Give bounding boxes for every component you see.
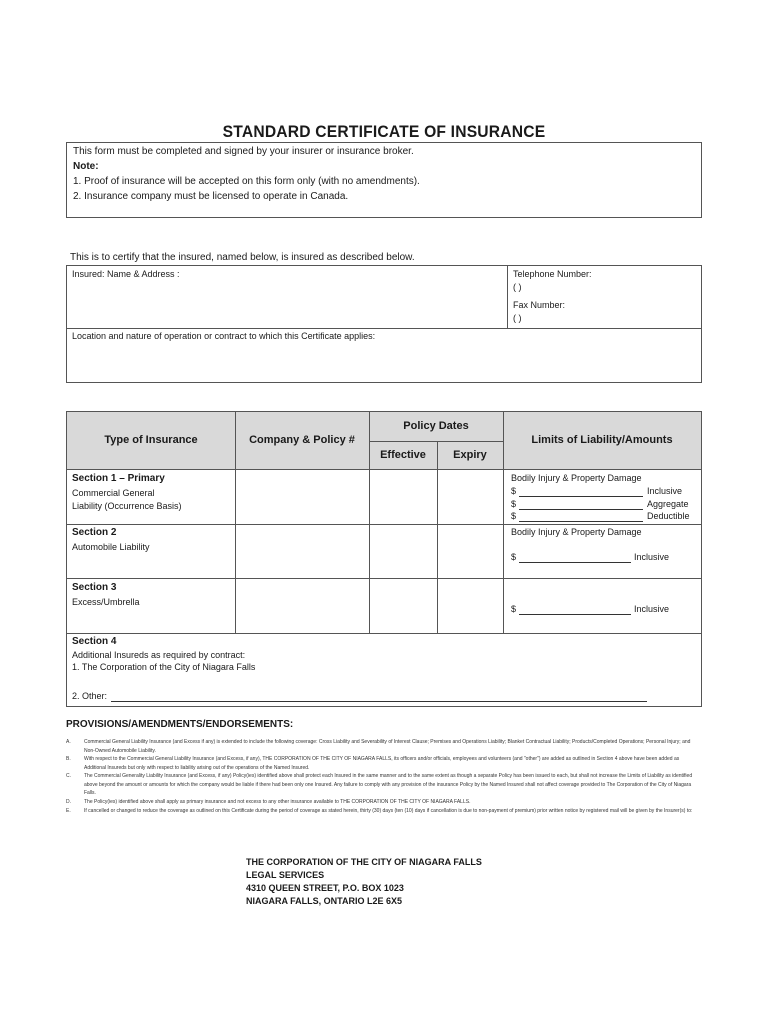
col-line-1	[235, 412, 236, 633]
col-line-2	[369, 412, 370, 633]
dollar: $	[511, 604, 517, 614]
section-2-bi: Bodily Injury & Property Damage	[511, 527, 642, 537]
dollar: $	[511, 486, 517, 496]
provision-letter: C.	[66, 773, 71, 779]
address-block	[246, 856, 482, 908]
section-1-sub-1: Commercial General	[72, 488, 155, 498]
header-limits: Limits of Liability/Amounts	[531, 434, 673, 446]
s1-deductible: Deductible	[647, 511, 690, 521]
row-line-2	[67, 524, 701, 525]
provision-letter: E.	[66, 808, 71, 814]
section-2-title: Section 2	[72, 527, 117, 538]
s1-inclusive: Inclusive	[647, 486, 683, 496]
insured-hline	[67, 328, 701, 329]
s3-inclusive: Inclusive	[634, 604, 670, 614]
section-1-title: Section 1 – Primary	[72, 473, 165, 484]
intro-line: This form must be completed and signed by your insurer or insurance broker.	[73, 146, 414, 157]
provision-text: If cancelled or changed to reduce the coverage as outlined on this Certificate during the period of coverage as stated herein, thirty (30) days (ten (10) days if cancellation is due to non-payment of premium) prior written notice by registered mail will be given by the Insurer(s) to:	[84, 808, 693, 814]
intro-item-1: 1. Proof of insurance will be accepted on this form only (with no amendments).	[73, 176, 420, 187]
address-line-1: THE CORPORATION OF THE CITY OF NIAGARA FALLS	[246, 857, 482, 867]
s2-inclusive-line[interactable]	[519, 562, 631, 563]
section-2-sub: Automobile Liability	[72, 542, 150, 552]
header-expiry: Expiry	[453, 449, 487, 461]
dollar: $	[511, 499, 517, 509]
address-line-2: LEGAL SERVICES	[246, 870, 325, 880]
provisions-list	[66, 738, 702, 824]
telephone-label: Telephone Number:	[513, 269, 592, 279]
insured-divider	[507, 266, 508, 328]
provision-item	[66, 755, 702, 772]
section-4-item-1: 1. The Corporation of the City of Niagara Falls	[72, 662, 256, 672]
section-3-title: Section 3	[72, 582, 117, 593]
provision-letter: D.	[66, 799, 71, 805]
dates-divider	[369, 441, 503, 442]
provision-letter: B.	[66, 756, 71, 762]
insurance-table	[66, 411, 702, 707]
provision-item	[66, 738, 702, 755]
header-effective: Effective	[380, 449, 426, 461]
s1-deductible-line[interactable]	[519, 521, 643, 522]
location-label: Location and nature of operation or contract to which this Certificate applies:	[72, 331, 376, 341]
insured-box	[66, 265, 702, 383]
fax-field[interactable]: ( )	[513, 313, 522, 323]
section-4-item-2: 2. Other:	[72, 691, 108, 701]
insured-name-label: Insured: Name & Address :	[72, 269, 180, 279]
certify-text: This is to certify that the insured, named below, is insured as described below.	[70, 252, 415, 263]
address-line-3: 4310 QUEEN STREET, P.O. BOX 1023	[246, 883, 404, 893]
header-type: Type of Insurance	[104, 434, 198, 446]
provisions-heading: PROVISIONS/AMENDMENTS/ENDORSEMENTS:	[66, 719, 294, 730]
dollar: $	[511, 552, 517, 562]
other-line[interactable]	[111, 701, 647, 702]
fax-label: Fax Number:	[513, 300, 566, 310]
row-line-4	[67, 633, 701, 634]
s1-aggregate-line[interactable]	[519, 509, 643, 510]
section-1-sub-2: Liability (Occurrence Basis)	[72, 501, 182, 511]
header-company: Company & Policy #	[249, 434, 355, 446]
intro-box	[66, 142, 702, 218]
section-1-bi: Bodily Injury & Property Damage	[511, 473, 642, 483]
row-line-1	[67, 469, 701, 470]
intro-note: Note:	[73, 161, 99, 172]
header-dates: Policy Dates	[403, 420, 469, 432]
provision-text: With respect to the Commercial General Liability Insurance (and Excess, if any), THE CORPORATION OF THE CITY OF NIAGARA FALLS, its officers and/or officials, employees and volunteers (and "other") are added as outlined in Section 4 above have been added as Additional Insureds but only with respect to liability arising out of the operations of the Named Insured.	[84, 756, 680, 771]
s3-inclusive-line[interactable]	[519, 614, 631, 615]
provision-text: Commercial General Liability Insurance (and Excess if any) is extended to include the following coverage: Cross Liability and Severability of Interest Clause; Premises and Operations Liability; Blanket Contractual Liability; Products/Completed Operations; Personal Injury; and Non-Owned Automobile Liability.	[84, 739, 691, 754]
s1-inclusive-line[interactable]	[519, 496, 643, 497]
section-4-sub: Additional Insureds as required by contract:	[72, 650, 246, 660]
provision-text: The Policy(ies) identified above shall apply as primary insurance and not excess to any other insurance available to THE CORPORATION OF THE CITY OF NIAGARA FALLS.	[84, 799, 471, 805]
row-line-3	[67, 578, 701, 579]
section-3-sub: Excess/Umbrella	[72, 597, 140, 607]
address-line-4: NIAGARA FALLS, ONTARIO L2E 6X5	[246, 896, 403, 906]
section-4-title: Section 4	[72, 636, 117, 647]
s2-inclusive: Inclusive	[634, 552, 670, 562]
s1-aggregate: Aggregate	[647, 499, 689, 509]
provision-item	[66, 798, 702, 807]
page-title: STANDARD CERTIFICATE OF INSURANCE	[222, 122, 546, 141]
provision-item	[66, 807, 702, 824]
dollar: $	[511, 511, 517, 521]
intro-item-2: 2. Insurance company must be licensed to operate in Canada.	[73, 191, 349, 202]
col-line-4	[503, 412, 504, 633]
provision-letter: A.	[66, 739, 71, 745]
provision-item	[66, 772, 702, 798]
telephone-field[interactable]: ( )	[513, 282, 522, 292]
provision-text: The Commercial Generality Liability Insurance (and Excess, if any) Policy(ies) identified above shall protect each Insured in the same manner and to the same extent as though a separate Policy has been issued to each, but shall not increase the Limits of Liability as identified above beyond the amount or amounts for which the company would be liable if there had been only one Insured. Any failure to comply with any provision of the insurance Policy by the Named Insured shall not affect coverage provided to The Corporation of the City of Niagara Falls.	[84, 773, 693, 797]
